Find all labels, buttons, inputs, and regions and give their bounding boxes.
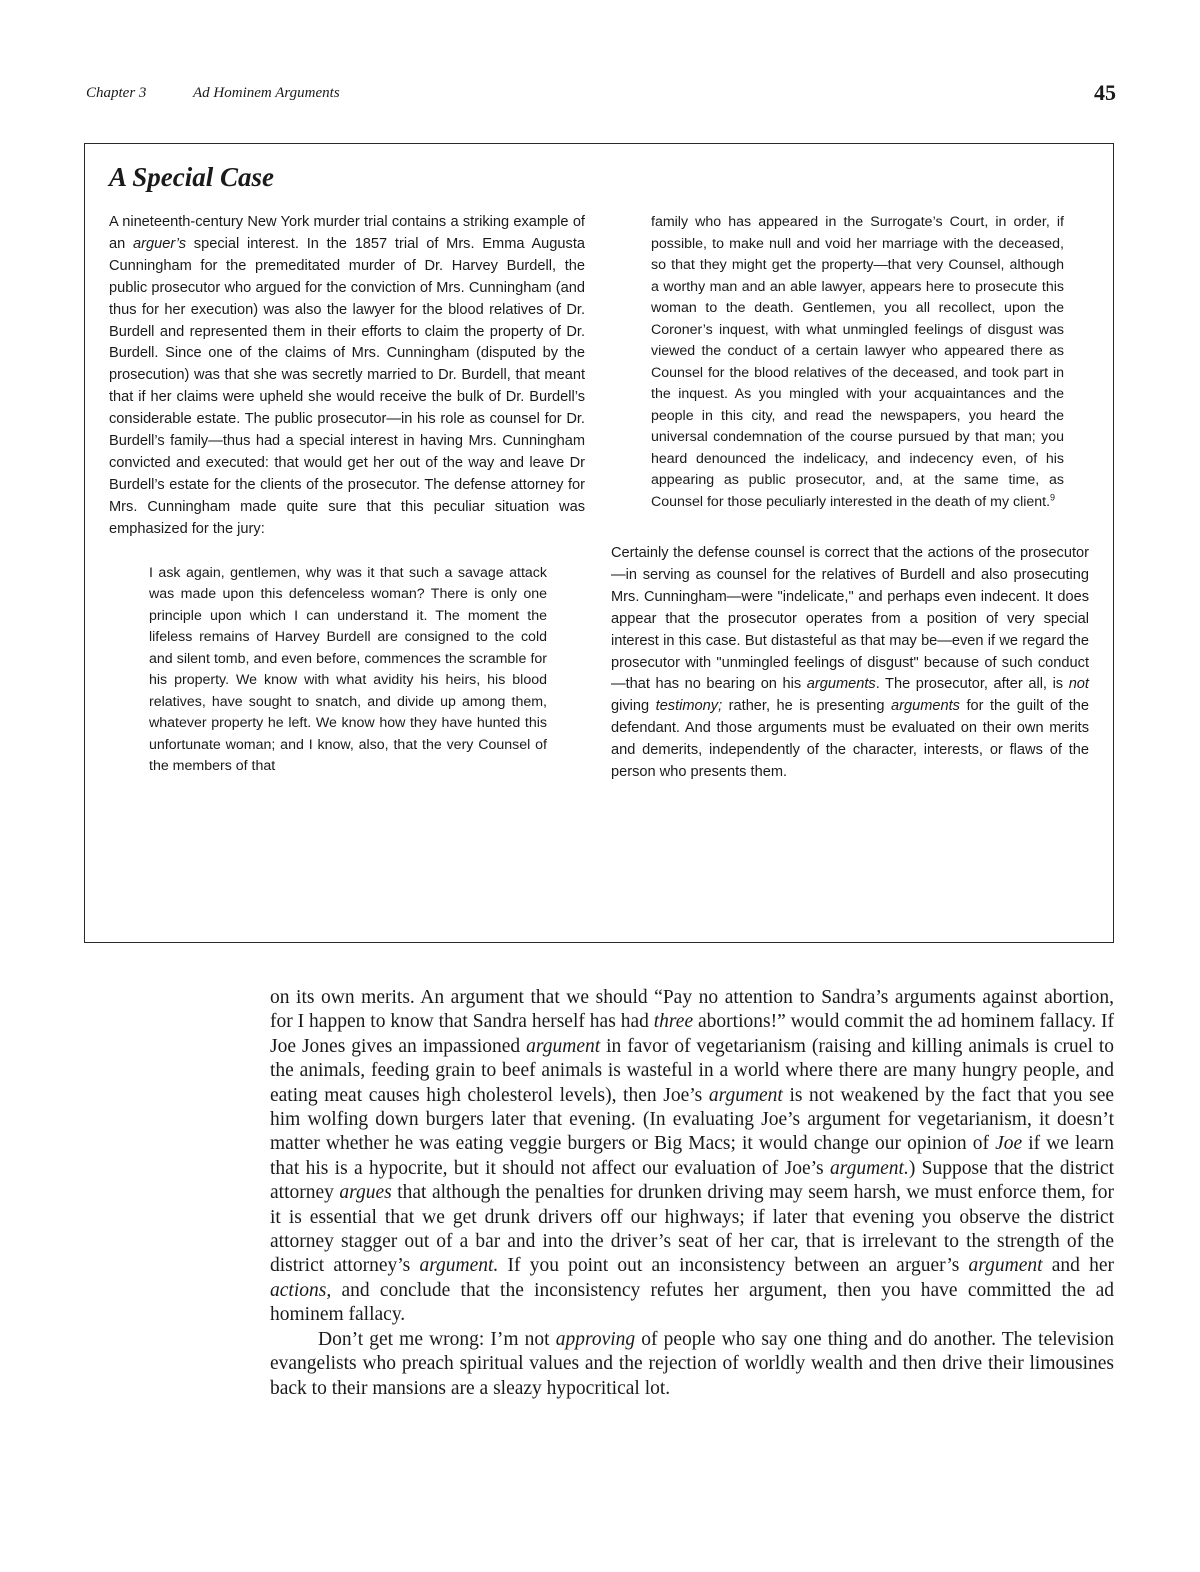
emphasized-word: argument.: [419, 1255, 499, 1277]
emphasized-word: argument: [526, 1035, 601, 1057]
footnote-marker: 9: [1050, 491, 1056, 502]
chapter-label: Chapter 3: [86, 85, 147, 101]
emphasized-word: argument.: [829, 1157, 909, 1179]
page-number: 45: [1094, 80, 1116, 105]
body-paragraph-1: on its own merits. An argument that we should “Pay no attention to Sandra’s arguments against abortion, for I happen to know that Sandra herself has had three abortions!” would commit the ad hominem fallacy. If Joe Jones gives an impassioned argument in favor of vegetarianism (raising and killing animals is cruel to the animals, feeding grain to beef animals is wasteful in a world where there are many hungry people, and eating meat causes high cholesterol levels), then Joe’s argument is not weakened by the fact that you see him wolfing down burgers later that evening. (In evaluating Joe’s argument for vegetarianism, it doesn’t matter whether he was eating veggie burgers or Big Macs; it would change our opinion of Joe if we learn that his is a hypocrite, but it should not affect our evaluation of Joe’s argument.) Suppose that the district attorney argues that although the penalties for drunken driving may seem harsh, we must enforce them, for it is essential that we get drunk drivers off our highways; if later that evening you observe the district attorney stagger out of a bar and into the driver’s seat of her car, that is irrelevant to the strength of the district attorney’s argument. If you point out an inconsistency between an arguer’s argument and her actions, and conclude that the inconsistency refutes her argument, then you have committed the ad hominem fallacy.: [270, 987, 1115, 1326]
special-case-sidebar: [84, 143, 1114, 943]
emphasized-word: argument: [708, 1084, 783, 1106]
body-paragraph-2: Don’t get me wrong: I’m not approving of people who say one thing and do another. The television evangelists who preach spiritual values and the rejection of worldly wealth and then drive their limousines back to their mansions are a sleazy hypocritical lot.: [270, 1328, 1114, 1399]
emphasized-word: argues: [339, 1182, 392, 1204]
trial-quote-text: family who has appeared in the Surrogate’s Court, in order, if possible, to make null and void her marriage with the deceased, so that they might get the property—that very Counsel, although a worthy man and an able lawyer, appears here to prosecute this woman to the death. Gentlemen, you all recollect, upon the Coroner’s inquest, with what unmingled feelings of disgust was viewed the conduct of a certain lawyer who appeared there as Counsel for the blood relatives of the deceased, and took part in the inquest. As you mingled with your acquaintances and the people in this city, and read the newspapers, you heard the universal condemnation of the course pursued by that man; you heard denounced the indelicacy, and indecency even, of his appearing as public prosecutor, and, at the same time, as Counsel for those peculiarly interested in the death of my client.: [651, 214, 1064, 510]
sidebar-intro-paragraph: A nineteenth-century New York murder trial contains a striking example of an arguer’s special interest. In the 1857 trial of Mrs. Emma Augusta Cunningham for the premeditated murder of Dr. Harvey Burdell, the public prosecutor who argued for the conviction of Mrs. Cunningham (and thus for her execution) was also the lawyer for the blood relatives of Dr. Burdell and represented them in their efforts to claim the property of Dr. Burdell. Since one of the claims of Mrs. Cunningham (disputed by the prosecution) was that she was secretly married to Dr. Burdell, that meant that if her claims were upheld she would receive the bulk of Dr. Burdell’s considerable estate. The public prosecutor—in his role as counsel for Dr. Burdell’s family—thus had a special interest in having Mrs. Cunningham convicted and executed: that would get her out of the way and leave Dr Burdell’s estate for the clients of the prosecutor. The defense attorney for Mrs. Cunningham made quite sure that this peculiar situation was emphasized for the jury:: [109, 214, 585, 537]
trial-quote-part-1: I ask again, gentlemen, why was it that such a savage attack was made upon this defenceless woman? There is only one principle upon which I can understand it. The moment the lifeless remains of Harvey Burdell are consigned to the cold and silent tomb, and even before, commences the scramble for his property. We know with what avidity his heirs, his blood relatives, have sought to snatch, and divide up among them, whatever property he left. We know how they have hunted this unfortunate woman; and I know, also, that the very Counsel of the members of that: [149, 564, 547, 775]
emphasized-word: arguments: [890, 698, 960, 715]
emphasized-word: actions,: [270, 1279, 332, 1301]
emphasized-word: not: [1068, 676, 1089, 693]
emphasized-word: Joe: [995, 1133, 1023, 1155]
chapter-title: Ad Hominem Arguments: [193, 85, 340, 101]
emphasized-word: three: [653, 1011, 694, 1033]
sidebar-left-column: [109, 212, 585, 778]
emphasized-word: testimony;: [655, 698, 723, 715]
sidebar-title: A Special Case: [109, 162, 275, 192]
emphasized-word: argument: [968, 1255, 1043, 1277]
sidebar-right-column: [611, 212, 1089, 784]
emphasized-word: arguments: [806, 676, 876, 693]
emphasized-word: arguer’s: [133, 235, 187, 252]
main-body-text: [270, 986, 1114, 1401]
emphasized-word: approving: [555, 1328, 636, 1350]
running-head: [86, 80, 1116, 110]
trial-quote-part-2: [651, 212, 1064, 513]
sidebar-commentary-paragraph: Certainly the defense counsel is correct that the actions of the prosecutor—in serving as counsel for the relatives of Burdell and also prosecuting Mrs. Cunningham—were "indelicate," and perhaps even indecent. It does appear that the prosecutor operates from a position of very special interest in this case. But distasteful as that may be—even if we regard the prosecutor with "unmingled feelings of disgust" because of such conduct—that has no bearing on his arguments. The prosecutor, after all, is not giving testimony; rather, he is presenting arguments for the guilt of the defendant. And those arguments must be evaluated on their own merits and demerits, independently of the character, interests, or flaws of the person who presents them.: [611, 545, 1090, 781]
